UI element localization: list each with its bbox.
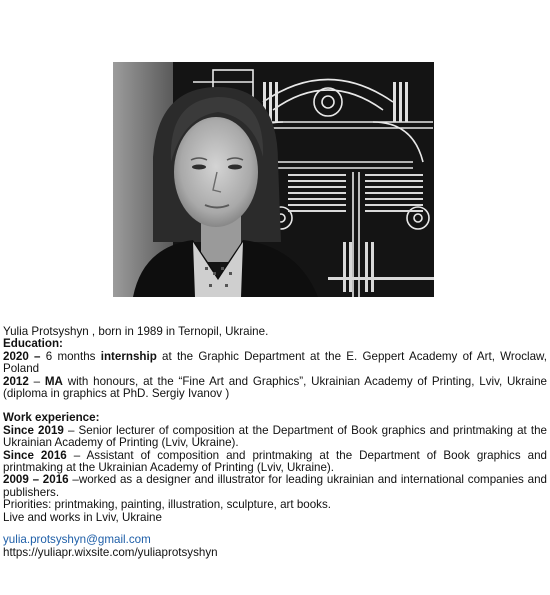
email-link[interactable]: yulia.protsyshyn@gmail.com [3,533,151,547]
education-heading: Education: [3,337,63,351]
work-item: Since 2016 – Assistant of composition and printmaking at the Department of Book graphics and printmaking at the Ukrainian Academy of Printing (Lviv, Ukraine). [3,448,547,475]
location-line: Live and works in Lviv, Ukraine [3,510,162,524]
work-period: Since 2019 [3,423,64,437]
education-year: 2012 [3,374,29,388]
education-item: 2012 – MA with honours, at the “Fine Art and Graphics”, Ukrainian Academy of Printing, Lviv, Ukraine (diploma in graphics at PhD. Sergiy Ivanov ) [3,374,547,401]
intro-text: Yulia Protsyshyn , born in 1989 in Ternopil, Ukraine. [3,325,269,338]
intro-line [3,326,547,338]
priorities-line: Priorities: printmaking, painting, illustration, sculpture, art books. [3,498,331,512]
work-period: 2009 – 2016 [3,473,69,487]
work-item: Since 2019 – Senior lecturer of composition at the Department of Book graphics and printmaking at the Ukrainian Academy of Printing (Lviv, Ukraine). [3,423,547,450]
website-link[interactable]: https://yuliapr.wixsite.com/yuliaprotsyshyn [3,545,218,559]
education-year: 2020 – [3,349,41,363]
biography-text [3,326,547,559]
work-period: Since 2016 [3,448,67,462]
education-item: 2020 – 6 months internship at the Graphic Department at the E. Geppert Academy of Art, Wroclaw, Poland [3,349,547,376]
work-item: 2009 – 2016 –worked as a designer and illustrator for leading ukrainian and international companies and publishers. [3,473,547,499]
website-line [3,547,547,559]
portrait-photo [113,62,434,297]
portrait-image [113,62,434,297]
work-heading: Work experience: [3,411,100,425]
